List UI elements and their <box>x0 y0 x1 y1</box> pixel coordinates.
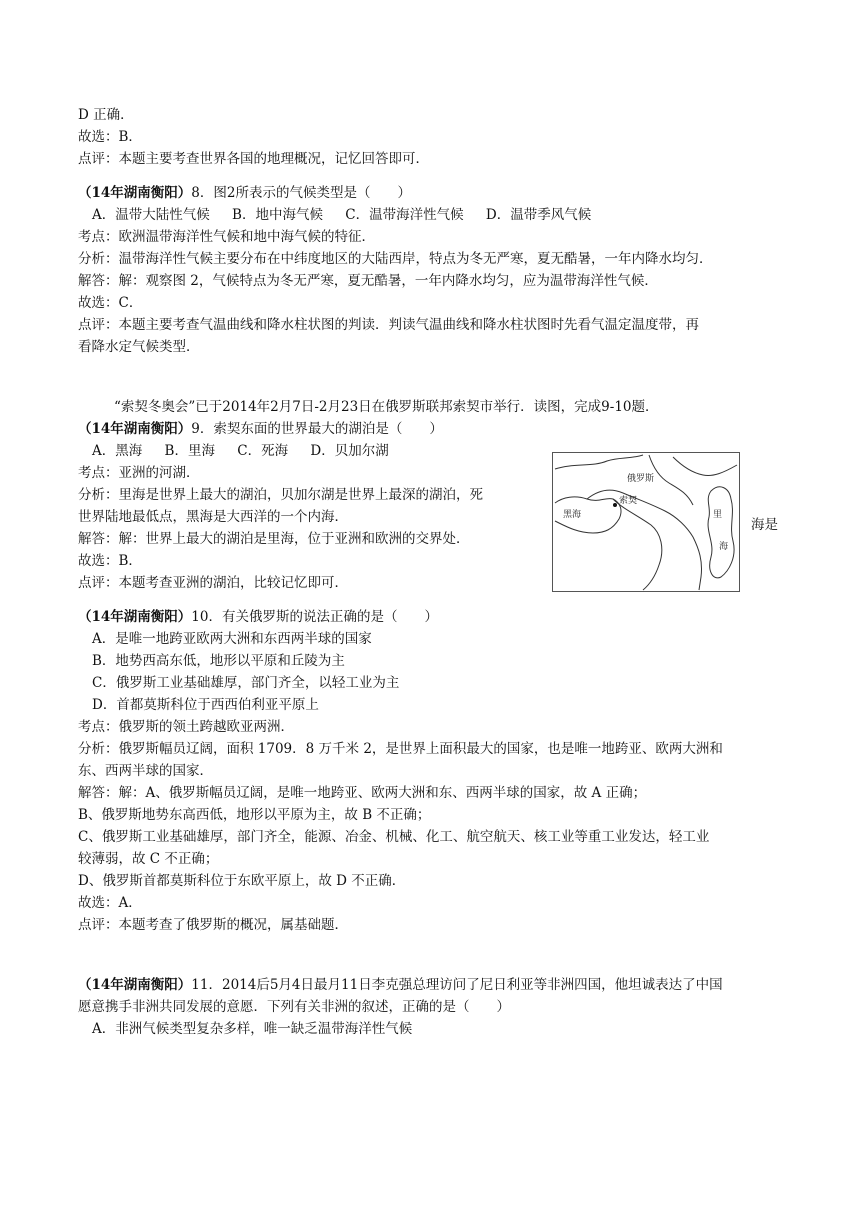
question-source: （14年湖南衡阳） <box>78 609 192 625</box>
label-sochi: 索契 <box>619 496 638 506</box>
option-d: D．温带季风气候 <box>485 207 592 223</box>
text-line: 故选：B． <box>78 129 142 145</box>
question-text: 9．索契东面的世界最大的湖泊是（ ） <box>191 421 443 437</box>
option-a: A．是唯一地跨亚欧两大洲和东西两半球的国家 <box>92 631 372 647</box>
jieda-d: D、俄罗斯首都莫斯科位于东欧平原上，故 D 不正确． <box>78 873 406 889</box>
option-a: A．黑海 <box>92 443 143 459</box>
option-b: B．地中海气候 <box>232 207 323 223</box>
dianping-cont: 看降水定气候类型． <box>78 339 200 355</box>
intro-text: “索契冬奥会”已于2014年2月7日-2月23日在俄罗斯联邦索契市举行．读图，完成9-10题． <box>114 399 659 415</box>
kaodian: 考点：亚洲的河湖． <box>78 465 200 481</box>
question-source: （14年湖南衡阳） <box>78 185 192 201</box>
kaodian: 考点：俄罗斯的领土跨越欧亚两洲． <box>78 719 294 735</box>
border-line <box>587 490 702 590</box>
river-line <box>673 457 737 476</box>
option-b: B．里海 <box>164 443 215 459</box>
option-d: D．贝加尔湖 <box>310 443 389 459</box>
fenxi-cont: 世界陆地最低点，黑海是大西洋的一个内海． <box>78 509 348 525</box>
jieda: 解答：解：A、俄罗斯幅员辽阔，是唯一地跨亚、欧两大洲和东、西两半球的国家，故 A 正确； <box>78 785 647 801</box>
kaodian: 考点：欧洲温带海洋性气候和地中海气候的特征． <box>78 229 375 245</box>
question-source: （14年湖南衡阳） <box>78 977 192 993</box>
option-b: B．地势西高东低，地形以平原和丘陵为主 <box>92 653 345 669</box>
fenxi: 分析：温带海洋性气候主要分布在中纬度地区的大陆西岸，特点为冬无严寒，夏无酷暑，一年内降水均匀． <box>78 251 713 267</box>
answer: 故选：C． <box>78 295 143 311</box>
question-text: 11．2014后5月4日最月11日李克强总理访问了尼日利亚等非洲四国，他坦诚表达了中国 <box>191 977 723 993</box>
jieda-b: B、俄罗斯地势东高西低，地形以平原为主，故 B 不正确； <box>78 807 431 823</box>
text-line: 点评：本题主要考查世界各国的地理概况，记忆回答即可． <box>78 151 429 167</box>
jieda: 解答：解：观察图 2，气候特点为冬无严寒，夏无酷暑，一年内降水均匀，应为温带海洋性气候． <box>78 273 658 289</box>
dianping: 点评：本题考查亚洲的湖泊，比较记忆即可． <box>78 575 348 591</box>
dianping: 点评：本题考查了俄罗斯的概况，属基础题． <box>78 917 348 933</box>
map-svg <box>553 453 739 591</box>
label-russia: 俄罗斯 <box>627 474 655 484</box>
option-a: A．非洲气候类型复杂多样，唯一缺乏温带海洋性气候 <box>92 1021 413 1037</box>
text-line: D 正确． <box>78 107 134 123</box>
caspian-sea-outline <box>708 487 734 578</box>
option-c: C．俄罗斯工业基础雄厚，部门齐全，以轻工业为主 <box>92 675 400 691</box>
jieda-c: C、俄罗斯工业基础雄厚，部门齐全，能源、冶金、机械、化工、航空航天、核工业等重工业发达，轻工业 <box>78 829 710 845</box>
question-text: 10．有关俄罗斯的说法正确的是（ ） <box>191 609 438 625</box>
dianping: 点评：本题主要考查气温曲线和降水柱状图的判读．判读气温曲线和降水柱状图时先看气温定温度带，再 <box>78 317 699 333</box>
option-d: D．首都莫斯科位于西西伯利亚平原上 <box>92 697 319 713</box>
label-caspian-1: 里 <box>713 510 723 520</box>
question-10-stem <box>78 606 788 628</box>
question-8-options <box>78 204 788 226</box>
option-a: A．温带大陆性气候 <box>92 207 210 223</box>
fenxi-wrap-text: 海是 <box>751 517 778 533</box>
river-line <box>649 455 693 505</box>
question-8-stem <box>78 182 788 204</box>
question-source: （14年湖南衡阳） <box>78 421 192 437</box>
question-11-stem-cont: 愿意携手非洲共同发展的意愿．下列有关非洲的叙述，正确的是（ ） <box>78 999 510 1015</box>
option-c: C．死海 <box>237 443 289 459</box>
border-line <box>613 499 662 590</box>
fenxi: 分析：俄罗斯幅员辽阔，面积 1709．8 万千米 2，是世界上面积最大的国家，也是唯一地跨亚、欧两大洲和 <box>78 741 723 757</box>
label-caspian-2: 海 <box>719 542 729 552</box>
fenxi: 分析：里海是世界上最大的湖泊，贝加尔湖是世界上最深的湖泊，死 <box>78 487 483 503</box>
coast-line <box>555 455 643 469</box>
label-black-sea: 黑海 <box>563 510 582 520</box>
option-c: C．温带海洋性气候 <box>345 207 464 223</box>
jieda-c-cont: 较薄弱，故 C 不正确； <box>78 851 219 867</box>
sochi-region-map <box>552 452 740 592</box>
answer: 故选：B． <box>78 553 142 569</box>
question-text: 8．图2所表示的气候类型是（ ） <box>191 185 411 201</box>
jieda: 解答：解：世界上最大的湖泊是里海，位于亚洲和欧洲的交界处． <box>78 531 470 547</box>
sochi-marker <box>613 503 617 507</box>
question-11-stem <box>78 974 788 996</box>
fenxi-cont: 东、西两半球的国家． <box>78 763 213 779</box>
question-9-stem <box>78 418 788 440</box>
answer: 故选：A． <box>78 895 142 911</box>
